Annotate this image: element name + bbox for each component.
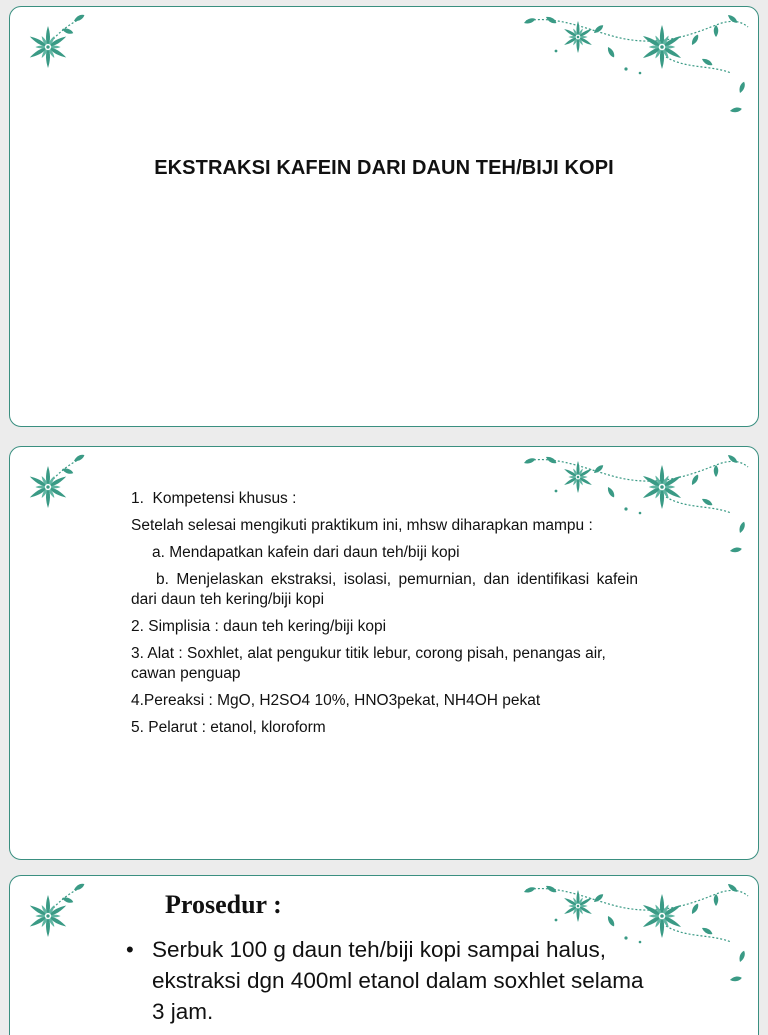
alat-line: 3. Alat : Soxhlet, alat pengukur titik lebur, corong pisah, penangas air, cawan penguap [131,645,606,682]
bullet-icon: • [126,937,134,962]
flower-ornament-icon [18,880,92,944]
pelarut-line: 5. Pelarut : etanol, kloroform [131,719,326,736]
slide-competency [9,446,759,860]
pereaksi-line: 4.Pereaksi : MgO, H2SO4 10%, HNO3pekat, NH4OH pekat [131,692,541,709]
objective-b: b. Menjelaskan ekstraksi, isolasi, pemurnian, dan identifikasi kafein dari daun teh kering/biji kopi [131,571,638,608]
flower-ornament-icon [18,11,92,75]
objective-a: a. Mendapatkan kafein dari daun teh/biji kopi [152,544,460,561]
procedure-item [126,934,646,1027]
competency-content [131,489,638,738]
slide-title [9,6,759,427]
procedure-title: Prosedur : [165,890,282,919]
slide-title-text: EKSTRAKSI KAFEIN DARI DAUN TEH/BIJI KOPI [154,157,614,179]
competency-intro: Setelah selesai mengikuti praktikum ini, mhsw diharapkan mampu : [131,517,593,534]
flower-vine-ornament-icon [516,7,754,125]
flower-ornament-icon [18,451,92,515]
competency-heading: 1. Kompetensi khusus : [131,490,297,507]
procedure-item-text: Serbuk 100 g daun teh/biji kopi sampai halus, ekstraksi dgn 400ml etanol dalam soxhlet selama 3 jam. [152,937,644,1024]
simplisia-line: 2. Simplisia : daun teh kering/biji kopi [131,618,387,635]
slide-procedure [9,875,759,1035]
